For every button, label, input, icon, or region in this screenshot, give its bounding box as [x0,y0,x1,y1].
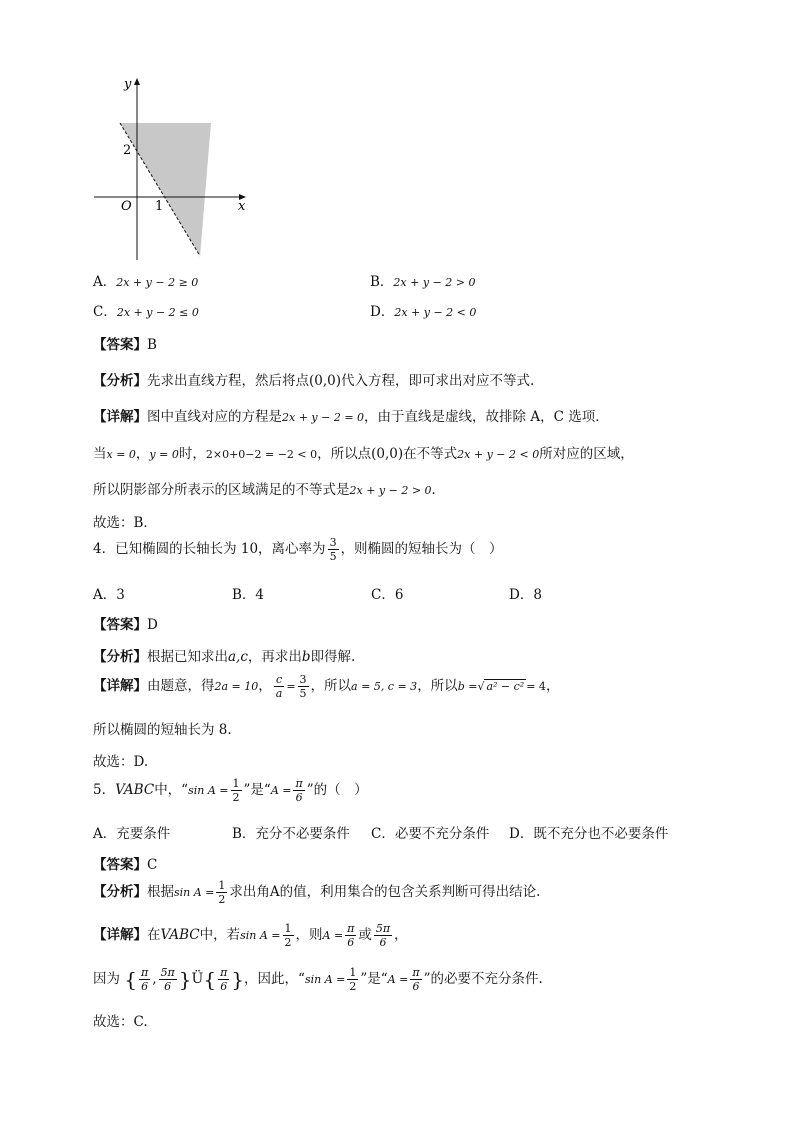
y-axis-arrow [134,78,140,85]
fraction [218,967,229,992]
detail-tag: 【详解】 [93,927,147,943]
q3-analysis [93,369,534,389]
equation: = 4 [526,680,546,693]
text: 由题意，得 [147,678,215,694]
option-text: B．4 [232,587,265,603]
equation: 2a = 10 [214,680,259,693]
denominator: 2 [349,980,357,993]
equation: sin A = [174,886,215,899]
shaded-region [120,123,211,256]
q3-option-b[interactable] [370,270,475,290]
option-letter: B． [370,274,394,290]
text: 所以阴影部分所表示的区域满足的不等式是 [93,482,350,498]
equation: b = [457,680,478,693]
equation: a = 5, c = 3 [351,680,418,693]
origin-label: O [121,199,132,214]
numerator: 3 [329,536,337,549]
numerator: π [295,777,303,790]
text: ，则椭圆的短轴长为（ ） [340,541,503,557]
numerator: π [220,966,228,979]
text: 时， [178,446,206,462]
text: 当 [93,446,107,462]
variable: a,c [228,649,248,665]
q3-detail-line1 [93,405,609,425]
option-expr: 2x + y − 2 ≥ 0 [116,276,199,289]
sqrt-symbol: √ [477,680,485,693]
option-text: A．3 [93,587,125,603]
q5-option-a[interactable] [93,822,170,842]
q4-detail-line2 [93,718,232,738]
q3-option-a[interactable] [93,270,198,290]
numerator: 1 [218,879,226,892]
equation: x = 0 [106,448,136,461]
text: ，由于直线是虚线，故排除 A，C 选项． [364,409,609,425]
text: ， [135,446,150,462]
denominator: 6 [295,791,303,804]
q3-detail-line2 [93,442,634,462]
answer-tag: 【答案】 [93,617,147,633]
equation: A = [387,973,409,986]
denominator: 6 [412,980,420,993]
equation: sin A = [188,784,229,797]
option-expr: 2x + y − 2 < 0 [394,306,477,319]
option-text: D．8 [509,587,542,603]
numerator: 3 [299,673,307,686]
q4-analysis [93,645,355,665]
answer-value: D [147,617,158,633]
option-text: D．既不充分也不必要条件 [509,826,669,842]
denominator: 6 [347,936,355,949]
equation: sin A = [304,973,346,986]
option-text: B．充分不必要条件 [232,826,350,842]
option-letter: A． [93,274,117,290]
text: ，所以 [310,678,352,694]
text: ， [545,678,560,694]
numerator: 1 [349,966,357,979]
q3-option-d[interactable] [370,300,476,320]
text: 5． [93,782,116,798]
equation: y = 0 [149,448,179,461]
equation: 2x + y − 2 < 0 [457,448,540,461]
q4-stem [93,537,503,562]
fraction [159,967,177,992]
text: 4．已知椭圆的长轴长为 10，离心率为 [93,541,326,557]
fraction [274,674,285,699]
triangle: VABC [160,927,200,943]
denominator: 6 [379,936,387,949]
fraction [216,880,227,905]
fraction [374,923,392,948]
equation: sin A = [240,929,281,942]
option-expr: 2x + y − 2 > 0 [393,276,476,289]
equation: 2x + y − 2 > 0 [349,484,432,497]
numerator: 1 [284,922,292,935]
q3-detail-line3 [93,478,445,498]
region-figure [88,70,258,265]
triangle: VABC [115,782,155,798]
fraction [283,923,294,948]
text: ，所以点 [317,446,372,462]
text: 即得解. [310,649,356,665]
point: (0,0) [371,446,404,462]
fraction [231,778,242,803]
q4-option-b[interactable] [232,583,264,603]
set-open-brace: { [203,967,217,992]
answer-tag: 【答案】 [93,857,147,873]
detail-tag: 【详解】 [93,409,147,425]
text: 在 [147,927,161,943]
equation: 2x + y − 2 = 0 [282,411,365,424]
set-open-brace: { [124,967,138,992]
analysis-tag: 【分析】 [93,373,147,389]
denominator: 2 [218,893,226,906]
option-letter: C． [93,304,117,320]
text: 根据 [147,884,174,900]
text: ， [394,927,408,943]
option-expr: 2x + y − 2 ≤ 0 [116,306,199,319]
text: ”的（ ） [306,782,368,798]
fraction [328,537,339,562]
denominator: 6 [164,980,172,993]
denominator: 2 [232,791,240,804]
text: ， [258,678,272,694]
y-axis-label: y [124,77,132,92]
q3-answer [93,333,157,353]
denominator: 6 [141,980,149,993]
fraction [345,923,356,948]
text: ”的必要不充分条件. [423,971,543,987]
x-tick-label: 1 [155,199,164,214]
text: ． [431,482,446,498]
equation: A = [322,929,344,942]
q4-choice [93,750,148,770]
q3-option-c[interactable] [93,300,199,320]
numerator: π [412,966,420,979]
denominator: 2 [284,936,292,949]
text: 或 [358,927,372,943]
text: 中，“ [154,782,189,798]
option-text: C．6 [371,587,404,603]
analysis-tag: 【分析】 [93,649,147,665]
text: 在不等式 [403,446,458,462]
text: ，因此，“ [244,971,305,987]
numerator: c [274,674,285,687]
text: 因为 [93,971,120,987]
numerator: π [141,966,149,979]
q4-option-c[interactable] [371,583,403,603]
set-close-brace: } [178,967,192,992]
superset-symbol: Ü [191,971,204,987]
text: 中，若 [199,927,241,943]
numerator: 1 [232,777,240,790]
text: ”是“ [360,971,388,987]
choice-text: 故选：D. [93,754,149,770]
q4-option-d[interactable] [509,583,542,603]
option-text: C．必要不充分条件 [371,826,490,842]
q4-option-a[interactable] [93,583,125,603]
equation: A = [270,784,292,797]
denominator: a [275,687,283,700]
q5-detail-line1 [93,923,408,948]
option-letter: D． [370,304,395,320]
answer-value: C [147,857,158,873]
detail-tag: 【详解】 [93,678,147,694]
comma: , [152,971,157,987]
fraction [139,967,150,992]
fraction [410,967,421,992]
q5-detail-line2 [93,967,543,992]
text: 求出角A的值，利用集合的包含关系判断可得出结论. [229,884,541,900]
q5-answer [93,853,157,873]
fraction [293,778,304,803]
text: ，则 [295,927,323,943]
denominator: 5 [299,687,307,700]
analysis-tag: 【分析】 [93,884,147,900]
analysis-text: 先求出直线方程，然后将点(0,0)代入方程，即可求出对应不等式. [147,373,535,389]
q5-option-c[interactable] [371,822,489,842]
text: ，所以 [417,678,458,694]
option-text: A．充要条件 [93,826,171,842]
choice-text: 故选：C. [93,1014,148,1030]
denominator: 6 [220,980,228,993]
fraction [298,674,309,699]
y-tick-label: 2 [123,143,132,158]
radicand: a² − c² [486,680,525,693]
q3-choice [93,511,157,531]
answer-value: B [147,337,157,353]
x-axis-label: x [238,199,246,214]
text: ”是“ [243,782,271,798]
fraction [347,967,358,992]
numerator: π [347,922,355,935]
equation: 2×0+0−2 = −2 < 0 [205,448,318,461]
text: 图中直线对应的方程是 [147,409,282,425]
text: 所以椭圆的短轴长为 8. [93,722,232,738]
q4-answer [93,613,158,633]
numerator: 5π [160,966,175,979]
text: 根据已知求出 [147,649,228,665]
q5-analysis [93,880,540,905]
denominator: 5 [329,550,337,563]
numerator: 5π [375,922,391,935]
q5-choice [93,1010,148,1030]
q5-option-b[interactable] [232,822,350,842]
choice-text: 故选：B． [93,515,157,531]
equals: = [286,680,296,693]
variable: b [301,649,311,665]
text: ，再求出 [247,649,302,665]
q4-detail-line1 [93,674,559,699]
set-close-brace: } [231,967,245,992]
answer-tag: 【答案】 [93,337,147,353]
q5-stem [93,778,368,803]
text: 所对应的区域， [539,446,634,462]
q5-option-d[interactable] [509,822,668,842]
